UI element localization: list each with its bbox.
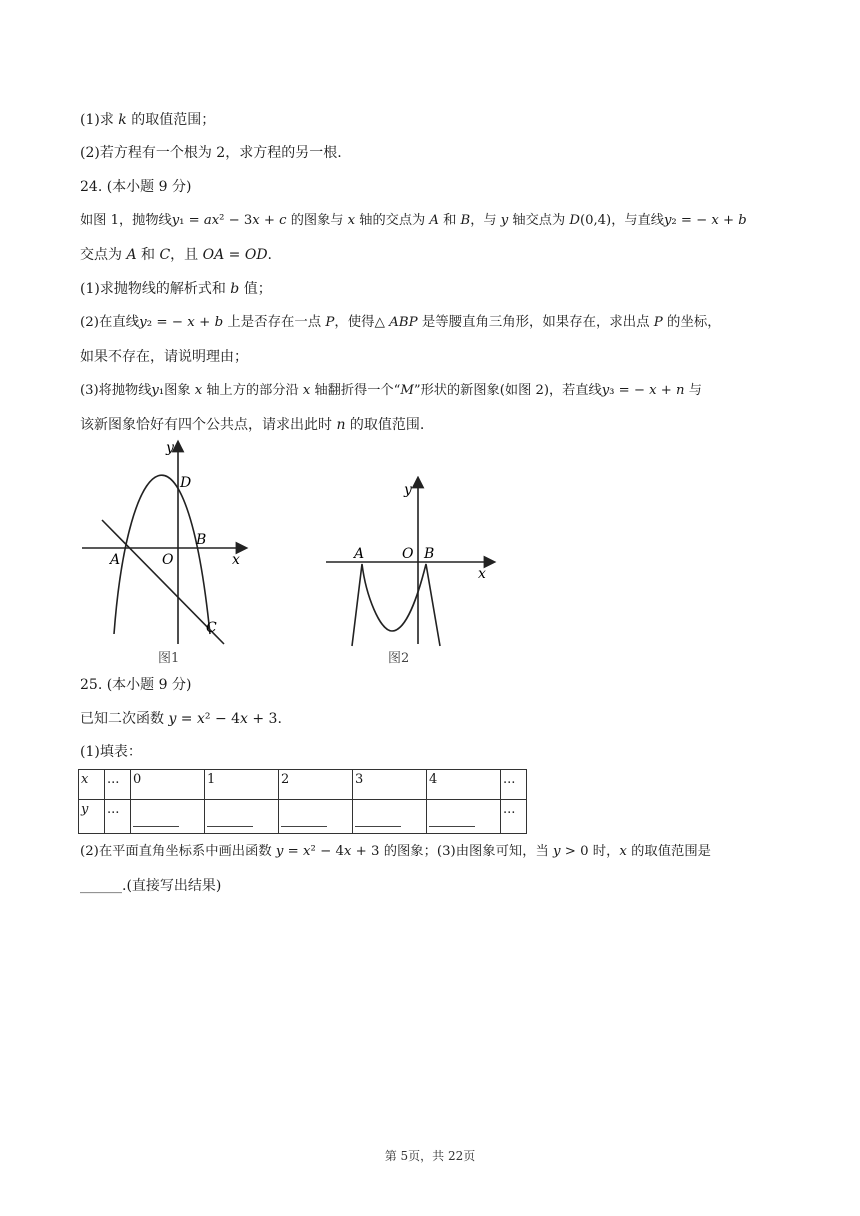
q24-part2-line1: (2)在直线𝑦₂ = − 𝑥 + 𝑏 上是否存在一点 𝑃，使得△ 𝐴𝐵𝑃 是等腰直角三角形，如果存在，求出点 𝑃 的坐标， xyxy=(80,315,721,330)
answer-blank[interactable] xyxy=(427,800,501,834)
fig1-label-A: A xyxy=(110,552,121,568)
table-cell: ... xyxy=(105,800,131,834)
q24-header: 24. (本小题 9 分) xyxy=(80,179,192,195)
q25-part3-line2: ______.(直接写出结果) xyxy=(80,878,222,894)
q25-header: 25. (本小题 9 分) xyxy=(80,677,192,693)
table-cell: 1 xyxy=(205,770,279,800)
fig2-m-curve xyxy=(352,564,440,646)
fig1-label-B: B xyxy=(196,532,207,548)
table-cell: ... xyxy=(105,770,131,800)
fig2-label-y: y xyxy=(404,482,412,498)
fig2-label-x: x xyxy=(478,566,486,582)
table-cell: 2 xyxy=(279,770,353,800)
fig1-label-x: x xyxy=(232,552,240,568)
table-cell: 0 xyxy=(131,770,205,800)
fig1-label-y: y xyxy=(166,440,174,456)
fig1-label-D: D xyxy=(180,475,192,491)
fig1-label-O: O xyxy=(162,552,174,568)
q24-stem-line2: 交点为 𝐴 和 𝐶，且 𝑂𝐴 = 𝑂𝐷. xyxy=(80,247,272,263)
page-footer: 第 5页，共 22页 xyxy=(384,1149,476,1163)
q24-part1: (1)求抛物线的解析式和 𝑏 值； xyxy=(80,281,272,297)
fill-in-table xyxy=(78,769,527,834)
fig2-caption: 图2 xyxy=(388,651,410,666)
figure-1 xyxy=(78,438,258,670)
table-row-x xyxy=(79,770,527,800)
fig2-label-O: O xyxy=(402,546,414,562)
table-cell: 4 xyxy=(427,770,501,800)
answer-blank[interactable] xyxy=(353,800,427,834)
answer-blank[interactable] xyxy=(279,800,353,834)
q24-part2-line2: 如果不存在，请说明理由； xyxy=(80,349,248,365)
fig2-label-B: B xyxy=(424,546,435,562)
table-cell: ... xyxy=(501,800,527,834)
q24-stem-line1: 如图 1，抛物线𝑦₁ = 𝑎𝑥² − 3𝑥 + 𝑐 的图象与 𝑥 轴的交点为 𝐴 和 𝐵，与 𝑦 轴交点为 𝐷(0,4)，与直线𝑦₂ = − 𝑥 + 𝑏 xyxy=(80,213,747,228)
answer-blank[interactable] xyxy=(205,800,279,834)
fig1-caption: 图1 xyxy=(158,651,180,666)
q25-part2-3-line1: (2)在平面直角坐标系中画出函数 𝑦 = 𝑥² − 4𝑥 + 3 的图象；(3)由图象可知，当 𝑦 > 0 时，𝑥 的取值范围是 xyxy=(80,844,711,859)
q24-part3-line2: 该新图象恰好有四个公共点，请求出此时 𝑛 的取值范围. xyxy=(80,417,425,433)
figure-2 xyxy=(322,476,502,670)
q23-part2: (2)若方程有一个根为 2，求方程的另一根. xyxy=(80,145,342,161)
table-cell: 3 xyxy=(353,770,427,800)
table-row-y xyxy=(79,800,527,834)
q25-stem: 已知二次函数 𝑦 = 𝑥² − 4𝑥 + 3. xyxy=(80,711,282,727)
answer-blank[interactable] xyxy=(131,800,205,834)
fig1-label-C: C xyxy=(206,620,217,636)
table-cell: 𝑥 xyxy=(79,770,105,800)
q23-part1: (1)求 𝑘 的取值范围； xyxy=(80,112,216,128)
q24-part3-line1: (3)将抛物线𝑦₁图象 𝑥 轴上方的部分沿 𝑥 轴翻折得一个“𝑀”形状的新图象(如图 2)，若直线𝑦₃ = − 𝑥 + 𝑛 与 xyxy=(80,383,702,398)
q25-part1: (1)填表： xyxy=(80,744,142,760)
table-cell: ... xyxy=(501,770,527,800)
table-cell: 𝑦 xyxy=(79,800,105,834)
fig2-label-A: A xyxy=(354,546,365,562)
